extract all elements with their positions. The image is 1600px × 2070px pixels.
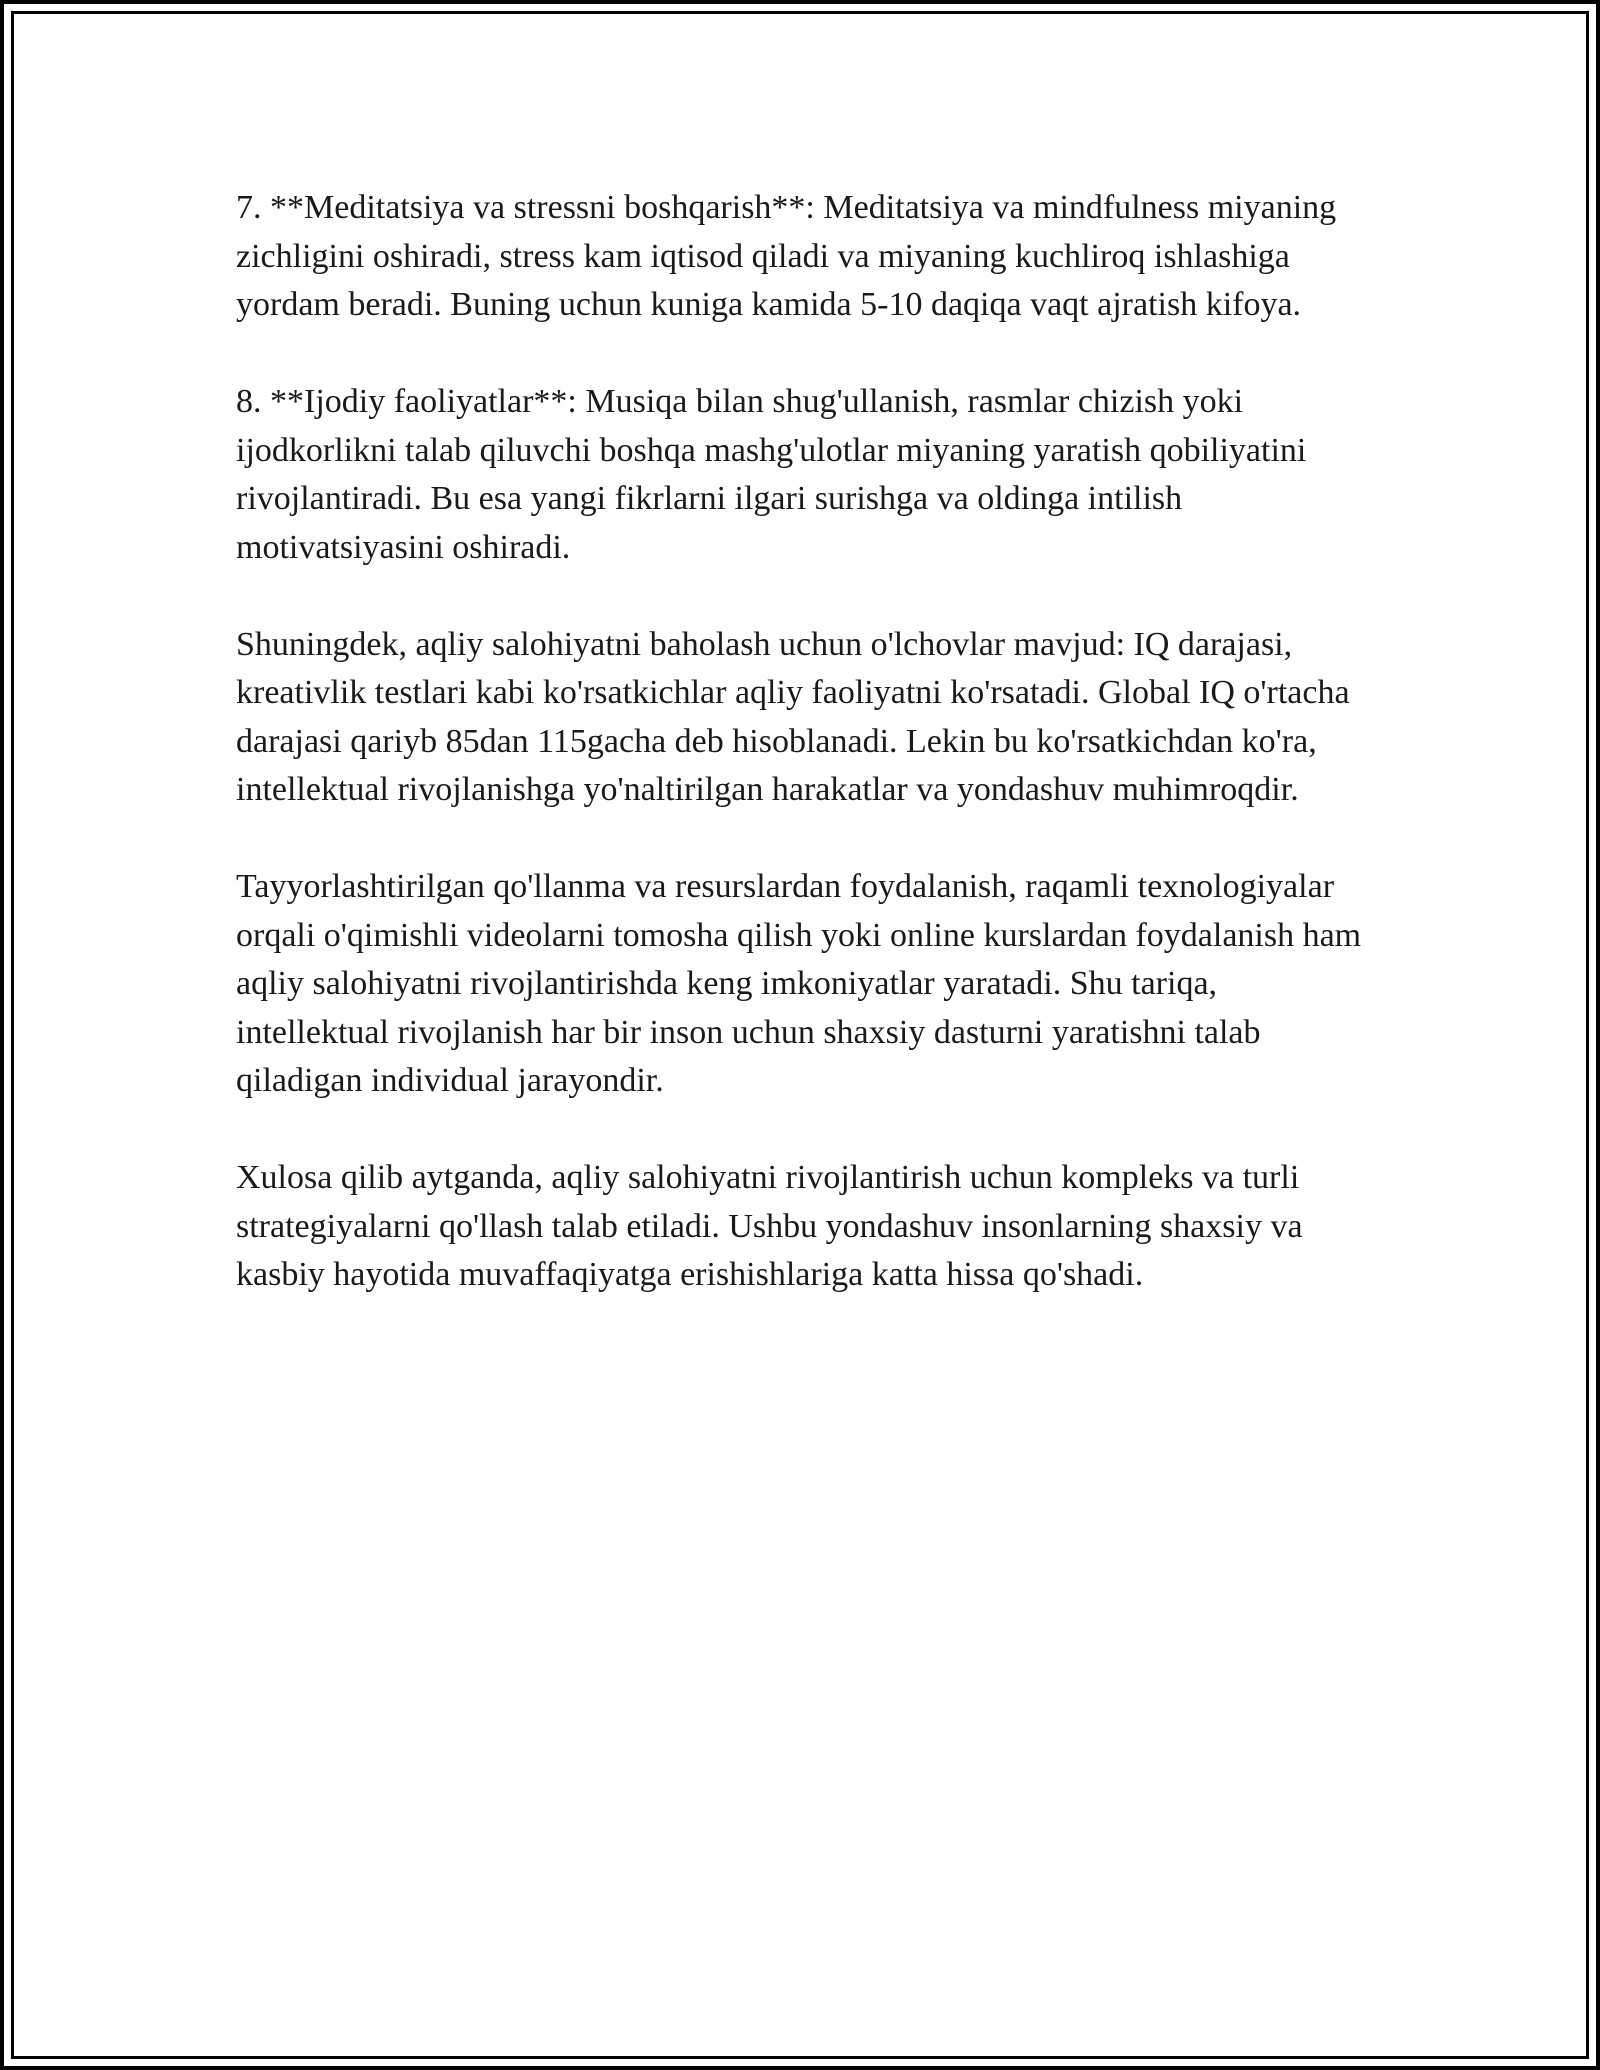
paragraph-meditation: 7. **Meditatsiya va stressni boshqarish**: Meditatsiya va mindfulness miyaning zichligini oshiradi, stress kam iqtisod qiladi va miyaning kuchliroq ishlashiga yordam beradi. Buning uchun kuniga kamida 5-10 daqiqa vaqt ajratish kifoya.	[236, 189, 1337, 323]
paragraph-creative-activities: 8. **Ijodiy faoliyatlar**: Musiqa bilan shug'ullanish, rasmlar chizish yoki ijodkorlikni talab qiluvchi boshqa mashg'ulotlar miyaning yaratish qobiliyatini rivojlantiradi. Bu esa yangi fikrlarni ilgari surishga va oldinga intilish motivatsiyasini oshiradi.	[236, 383, 1307, 566]
paragraph-resources: Tayyorlashtirilgan qo'llanma va resurslardan foydalanish, raqamli texnologiyalar orqali o'qimishli videolarni tomosha qilish yoki online kurslardan foydalanish ham aqliy salohiyatni rivojlantirishda keng imkoniyatlar yaratadi. Shu tariqa, intellektual rivojlanish har bir inson uchun shaxsiy dasturni yaratishni talab qiladigan individual jarayondir.	[236, 868, 1362, 1099]
document-body	[236, 184, 1376, 1348]
paragraph-conclusion: Xulosa qilib aytganda, aqliy salohiyatni rivojlantirish uchun kompleks va turli strategiyalarni qo'llash talab etiladi. Ushbu yondashuv insonlarning shaxsiy va kasbiy hayotida muvaffaqiyatga erishishlariga katta hissa qo'shadi.	[236, 1159, 1303, 1293]
paragraph-iq-measurement: Shuningdek, aqliy salohiyatni baholash uchun o'lchovlar mavjud: IQ darajasi, kreativlik testlari kabi ko'rsatkichlar aqliy faoliyatni ko'rsatadi. Global IQ o'rtacha darajasi qariyb 85dan 115gacha deb hisoblanadi. Lekin bu ko'rsatkichdan ko'ra, intellektual rivojlanishga yo'naltirilgan harakatlar va yondashuv muhimroqdir.	[236, 625, 1350, 808]
